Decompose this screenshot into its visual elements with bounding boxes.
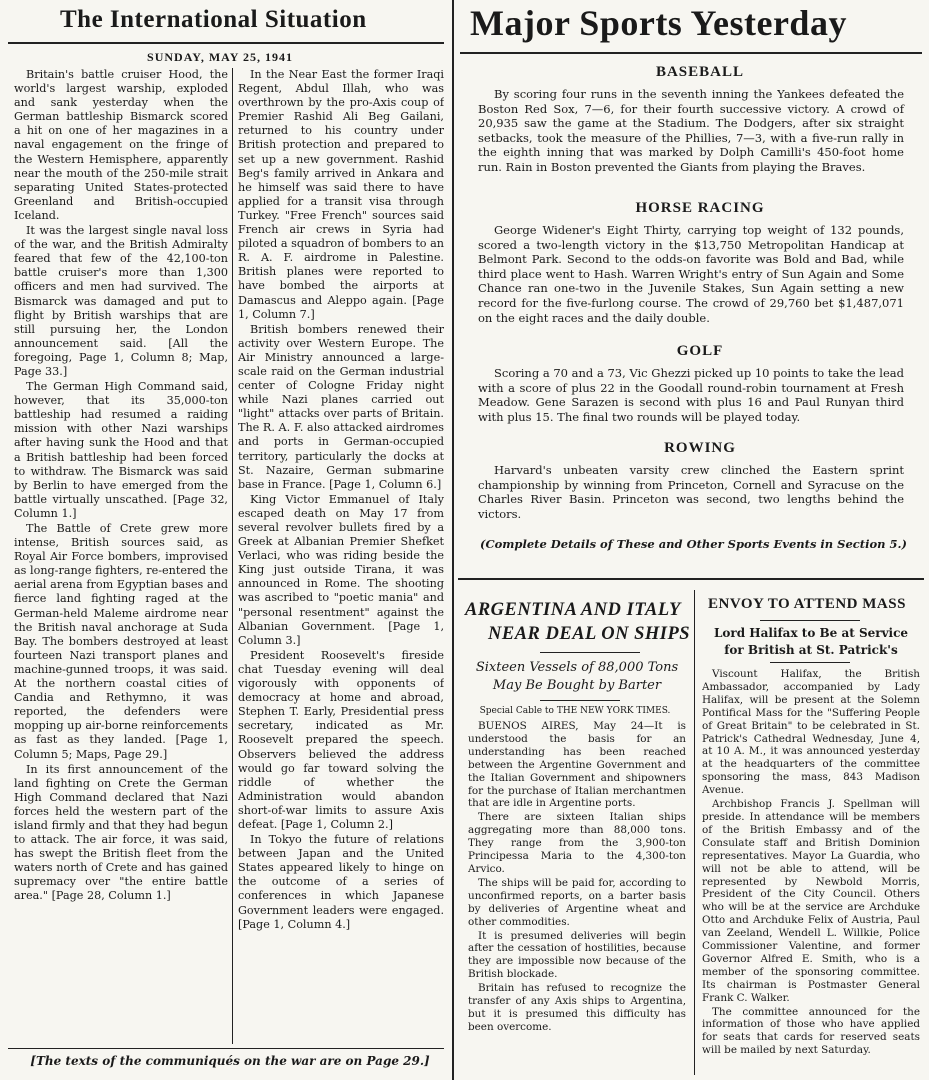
paragraph: George Widener's Eight Thirty, carrying top weight of 132 pounds, scored a two-length victory in the $13,750 Metropolitan Handicap at Belmont Park. Second to the odds-on favorite was Bold and Bad, while third place went to Hash. Warren Wright's entry of Sun Again and Some Chance ran one-two in the Juvenile Stakes, Sun Again setting a new record for the five-furlong course. The crowd of 29,760 bet $1,487,071 on the eight races and the daily double.: [478, 223, 904, 325]
paragraph: By scoring four runs in the seventh inning the Yankees defeated the Boston Red Sox, 7—6, for their fourth successive victory. A crowd of 20,935 saw the game at the Stadium. The Dodgers, after six straight setbacks, took the measure of the Phillies, 7—3, with a five-run rally in the eighth inning that was marked by Dolph Camilli's 450-foot home run. Rain in Boston prevented the Giants from playing the Braves.: [478, 87, 904, 174]
envoy-subhead-2: for British at St. Patrick's: [724, 643, 898, 657]
argentina-byline: Special Cable to THE NEW YORK TIMES.: [479, 706, 671, 716]
argentina-headline-1: ARGENTINA AND ITALY: [465, 600, 681, 620]
argentina-headline-2: NEAR DEAL ON SHIPS: [488, 624, 691, 644]
rowing-heading: ROWING: [664, 440, 736, 456]
paragraph: It was the largest single naval loss of the war, and the British Admiralty feared that few of the 42,100-ton battle cruiser's more than 1,300 officers and men had survived. The Bismarck was damaged and put to flight by British warships that are still pursuing her, the London announcement said. [All the foregoing, Page 1, Column 8; Map, Page 33.]: [14, 224, 228, 378]
argentina-body: [468, 720, 686, 1044]
headline-rule: [8, 42, 444, 44]
column-divider: [232, 68, 233, 1044]
paragraph: The Battle of Crete grew more intense, British sources said, as Royal Air Force bombers, improvised as long-range fighters, re-entered the aerial arena from Egyptian bases and fierce land fighting raged at the German-held Maleme airdrome near the British naval anchorage at Suda Bay. The bombers destroyed at least fourteen Nazi transport planes and machine-gunned troops, it was said. At the northern coastal cities of Candia and Rethymno, it was reported, the defenders were mopping up air-borne reinforcements as fast as they landed. [Page 1, Column 5; Maps, Page 29.]: [14, 522, 228, 761]
paragraph: King Victor Emmanuel of Italy escaped death on May 17 from several revolver bullets fired by a Greek at Albanian Premier Shefket Verlaci, who was riding beside the King just outside Tirana, it was announced in Rome. The shooting was ascribed to "poetic mania" and "personal resentment" against the Albanian Government. [Page 1, Column 3.]: [238, 492, 444, 647]
paragraph: The committee announced for the information of those who have applied for seats that cards for reserved seats will be mailed by next Saturday.: [702, 1005, 920, 1057]
sports-note: (Complete Details of These and Other Sports Events in Section 5.): [480, 537, 907, 551]
paragraph: British bombers renewed their activity over Western Europe. The Air Ministry announced a large-scale raid on the German industrial center of Cologne Friday night while Nazi planes carried out "light" attacks over parts of Britain. The R. A. F. also attacked airdromes and ports in German-occupied territory, particularly the docks at St. Nazaire, German submarine base in France. [Page 1, Column 6.]: [238, 322, 444, 491]
paragraph: BUENOS AIRES, May 24—It is understood the basis for an understanding has been reached between the Argentine Government and the Italian Government and shipowners for the purchase of Italian merchantmen that are idle in Argentine ports.: [468, 720, 686, 810]
paragraph: It is presumed deliveries will begin after the cessation of hostilities, because they are impossible now because of the British blockade.: [468, 929, 686, 981]
paragraph: In the Near East the former Iraqi Regent, Abdul Illah, who was overthrown by the pro-Axis coup of Premier Rashid Ali Beg Gailani, returned to his country under British protection and prepared to set up a new government. Rashid Beg's family arrived in Ankara and he himself was said there to have applied for a transit visa through Turkey. "Free French" sources said French air crews in Syria had piloted a squadron of bombers to an R. A. F. airdrome in Palestine. British planes were reported to have bombed the airports at Damascus and Aleppo again. [Page 1, Column 7.]: [238, 68, 444, 321]
baseball-heading: BASEBALL: [655, 64, 745, 80]
paragraph: Scoring a 70 and a 73, Vic Ghezzi picked up 10 points to take the lead with a score of plus 22 in the Goodall round-robin tournament at Fresh Meadow. Gene Sarazen is second with plus 16 and Paul Runyan third with plus 15. The final two rounds will be played today.: [478, 366, 904, 424]
sports-headline: Major Sports Yesterday: [470, 3, 847, 43]
bottom-column-divider: [694, 590, 695, 1075]
golf-heading: GOLF: [676, 343, 724, 359]
argentina-sub-rule: [540, 700, 620, 701]
paragraph: Harvard's unbeaten varsity crew clinched the Eastern sprint championship by winning from Princeton, Cornell and Syracuse on the Charles River Basin. Princeton was second, two lengths behind the victors.: [478, 463, 904, 521]
horse-racing-text: [478, 223, 904, 325]
page-divider: [452, 0, 454, 1080]
paragraph: In its first announcement of the land fighting on Crete the German High Command declared that Nazi forces held the western part of the island firmly and that they had begun to attack. The air force, it was said, has swept the British fleet from the waters north of Crete and has gained supremacy over "the entire battle area." [Page 28, Column 1.]: [14, 762, 228, 903]
argentina-subhead-1: Sixteen Vessels of 88,000 Tons: [475, 660, 679, 675]
envoy-sub-rule: [770, 662, 850, 663]
rowing-text: [478, 463, 904, 521]
paragraph: The ships will be paid for, according to unconfirmed reports, on a barter basis by deliveries of Argentine wheat and other commodities.: [468, 876, 686, 928]
sports-rule: [460, 52, 922, 54]
paragraph: Britain's battle cruiser Hood, the world's largest warship, exploded and sank yesterday when the German battleship Bismarck scored a hit on one of her magazines in a naval engagement on the fringe of the Western Hemisphere, apparently near the mouth of the 250-mile strait separating United States-protected Greenland and British-occupied Iceland.: [14, 68, 228, 222]
envoy-subhead-1: Lord Halifax to Be at Service: [713, 626, 909, 640]
international-headline: The International Situation: [60, 6, 367, 33]
argentina-subhead-2: May Be Bought by Barter: [492, 678, 662, 693]
paragraph: The German High Command said, however, that its 35,000-ton battleship had resumed a raiding mission with other Nazi warships after having sunk the Hood and that a British battleship had been forced to withdraw. The Bismarck was said by Berlin to have emerged from the battle virtually unscathed. [Page 32, Column 1.]: [14, 380, 228, 520]
paragraph: Britain has refused to recognize the transfer of any Axis ships to Argentina, but it is presumed this difficulty has been overcome.: [468, 982, 686, 1033]
paragraph: Viscount Halifax, the British Ambassador, accompanied by Lady Halifax, will be present at the Solemn Pontifical Mass for the "Suffering People of Great Britain" to be celebrated in St. Patrick's Cathedral Wednesday, June 4, at 10 A. M., it was announced yesterday at the headquarters of the committee sponsoring the mass, 843 Madison Avenue.: [702, 668, 920, 797]
argentina-rule: [540, 652, 640, 653]
left-column-2: [238, 68, 444, 1044]
paragraph: In Tokyo the future of relations between Japan and the United States appeared likely to hinge on the outcome of a series of conferences in which Japanese Government leaders were engaged. [Page 1, Column 4.]: [238, 833, 444, 931]
baseball-text: [478, 87, 904, 175]
golf-text: [478, 366, 904, 424]
sports-bottom-rule: [458, 578, 924, 580]
paragraph: There are sixteen Italian ships aggregating more than 88,000 tons. They range from the 3,900-ton Principessa Maria to the 4,300-ton Arvico.: [468, 811, 686, 875]
paragraph: President Roosevelt's fireside chat Tuesday evening will deal vigorously with opponents of democracy at home and abroad, Stephen T. Early, Presidential press secretary, indicated as Mr. Roosevelt prepared the speech. Observers believed the address would go far toward solving the riddle of whether the Administration would abandon short-of-war limits to assure Axis defeat. [Page 1, Column 2.]: [238, 648, 444, 831]
envoy-headline: ENVOY TO ATTEND MASS: [708, 596, 906, 612]
envoy-rule: [760, 620, 860, 621]
envoy-body: [702, 668, 920, 1072]
communiques-footnote: [The texts of the communiqués on the war are on Page 29.]: [30, 1054, 430, 1068]
left-column-1: [14, 68, 228, 1044]
dateline: SUNDAY, MAY 25, 1941: [147, 50, 293, 64]
footnote-rule: [8, 1048, 444, 1049]
paragraph: Archbishop Francis J. Spellman will preside. In attendance will be members of the British Embassy and of the Consulate staff and British Dominion representatives. Mayor La Guardia, who will not be able to attend, will be represented by Newbold Morris, President of the City Council. Others who will be at the service are Archduke Otto and Archduke Felix of Austria, Paul van Zeeland, Wendell L. Willkie, Police Commissioner Valentine, and former Governor Alfred E. Smith, who is a member of the sponsoring committee. Its chairman is Postmaster General Frank C. Walker.: [702, 798, 920, 1004]
horse-racing-heading: HORSE RACING: [635, 200, 765, 216]
